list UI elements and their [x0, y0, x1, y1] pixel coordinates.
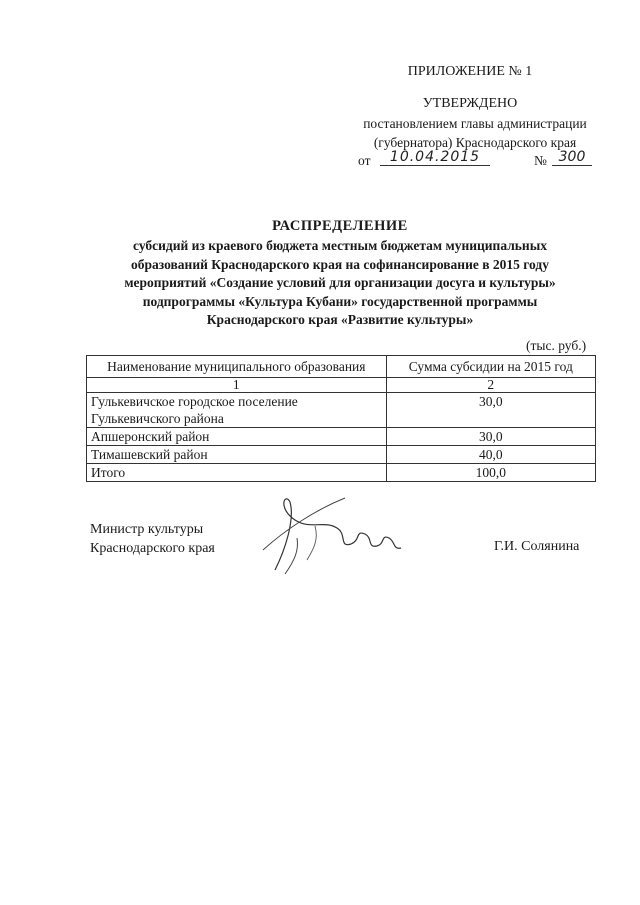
approved-label: УТВЕРЖДЕНО [422, 96, 518, 111]
approval-number: 300 [552, 149, 592, 166]
units-label: (тыс. руб.) [526, 338, 587, 353]
subsidy-table-grid [86, 355, 596, 482]
appendix-label: ПРИЛОЖЕНИЕ № 1 [407, 64, 533, 79]
approval-date: 10.04.2015 [380, 149, 490, 166]
index-cell-1: 1 [87, 378, 387, 393]
from-label: от [358, 153, 371, 168]
row-amount: 30,0 [386, 428, 595, 446]
handwritten-signature [255, 490, 435, 580]
table-header-row [87, 356, 596, 378]
signatory-position-line-2: Краснодарского края [90, 541, 215, 556]
title-main: РАСПРЕДЕЛЕНИЕ [272, 218, 408, 234]
title-line-4: подпрограммы «Культура Кубани» государственной программы [142, 293, 538, 309]
index-cell-2: 2 [386, 378, 595, 393]
table-row [87, 446, 596, 464]
signatory-position [90, 520, 215, 558]
title-line-3: мероприятий «Создание условий для организации досуга и культуры» [124, 275, 556, 290]
row-amount: 40,0 [386, 446, 595, 464]
row-amount: 30,0 [386, 393, 595, 428]
table-row [87, 428, 596, 446]
signatory-name: Г.И. Солянина [494, 539, 580, 554]
table-row [87, 393, 596, 428]
total-label: Итого [87, 464, 387, 482]
column-header-name: Наименование муниципального образования [87, 356, 387, 378]
signatory-position-line-1: Министр культуры [90, 522, 204, 537]
row-name: Апшеронский район [87, 428, 387, 446]
row-name: Тимашевский район [87, 446, 387, 464]
title-line-2: образований Краснодарского края на софинансирование в 2015 году [130, 256, 549, 272]
title-line-5: Краснодарского края «Развитие культуры» [206, 312, 474, 327]
row-name: Гулькевичское городское поселение Гулькевичского района [87, 393, 387, 428]
approval-line-1: постановлением главы администрации [363, 116, 587, 131]
table-total-row [87, 464, 596, 482]
table-index-row [87, 378, 596, 393]
column-header-amount: Сумма субсидии на 2015 год [386, 356, 595, 378]
subsidy-table [86, 355, 596, 482]
number-label: № [534, 153, 547, 168]
document-title [90, 218, 590, 330]
total-amount: 100,0 [386, 464, 595, 482]
title-line-1: субсидий из краевого бюджета местным бюджетам муниципальных [133, 238, 547, 253]
approval-line-2: (губернатора) Краснодарского края [373, 135, 577, 150]
approval-date-row [358, 151, 598, 171]
